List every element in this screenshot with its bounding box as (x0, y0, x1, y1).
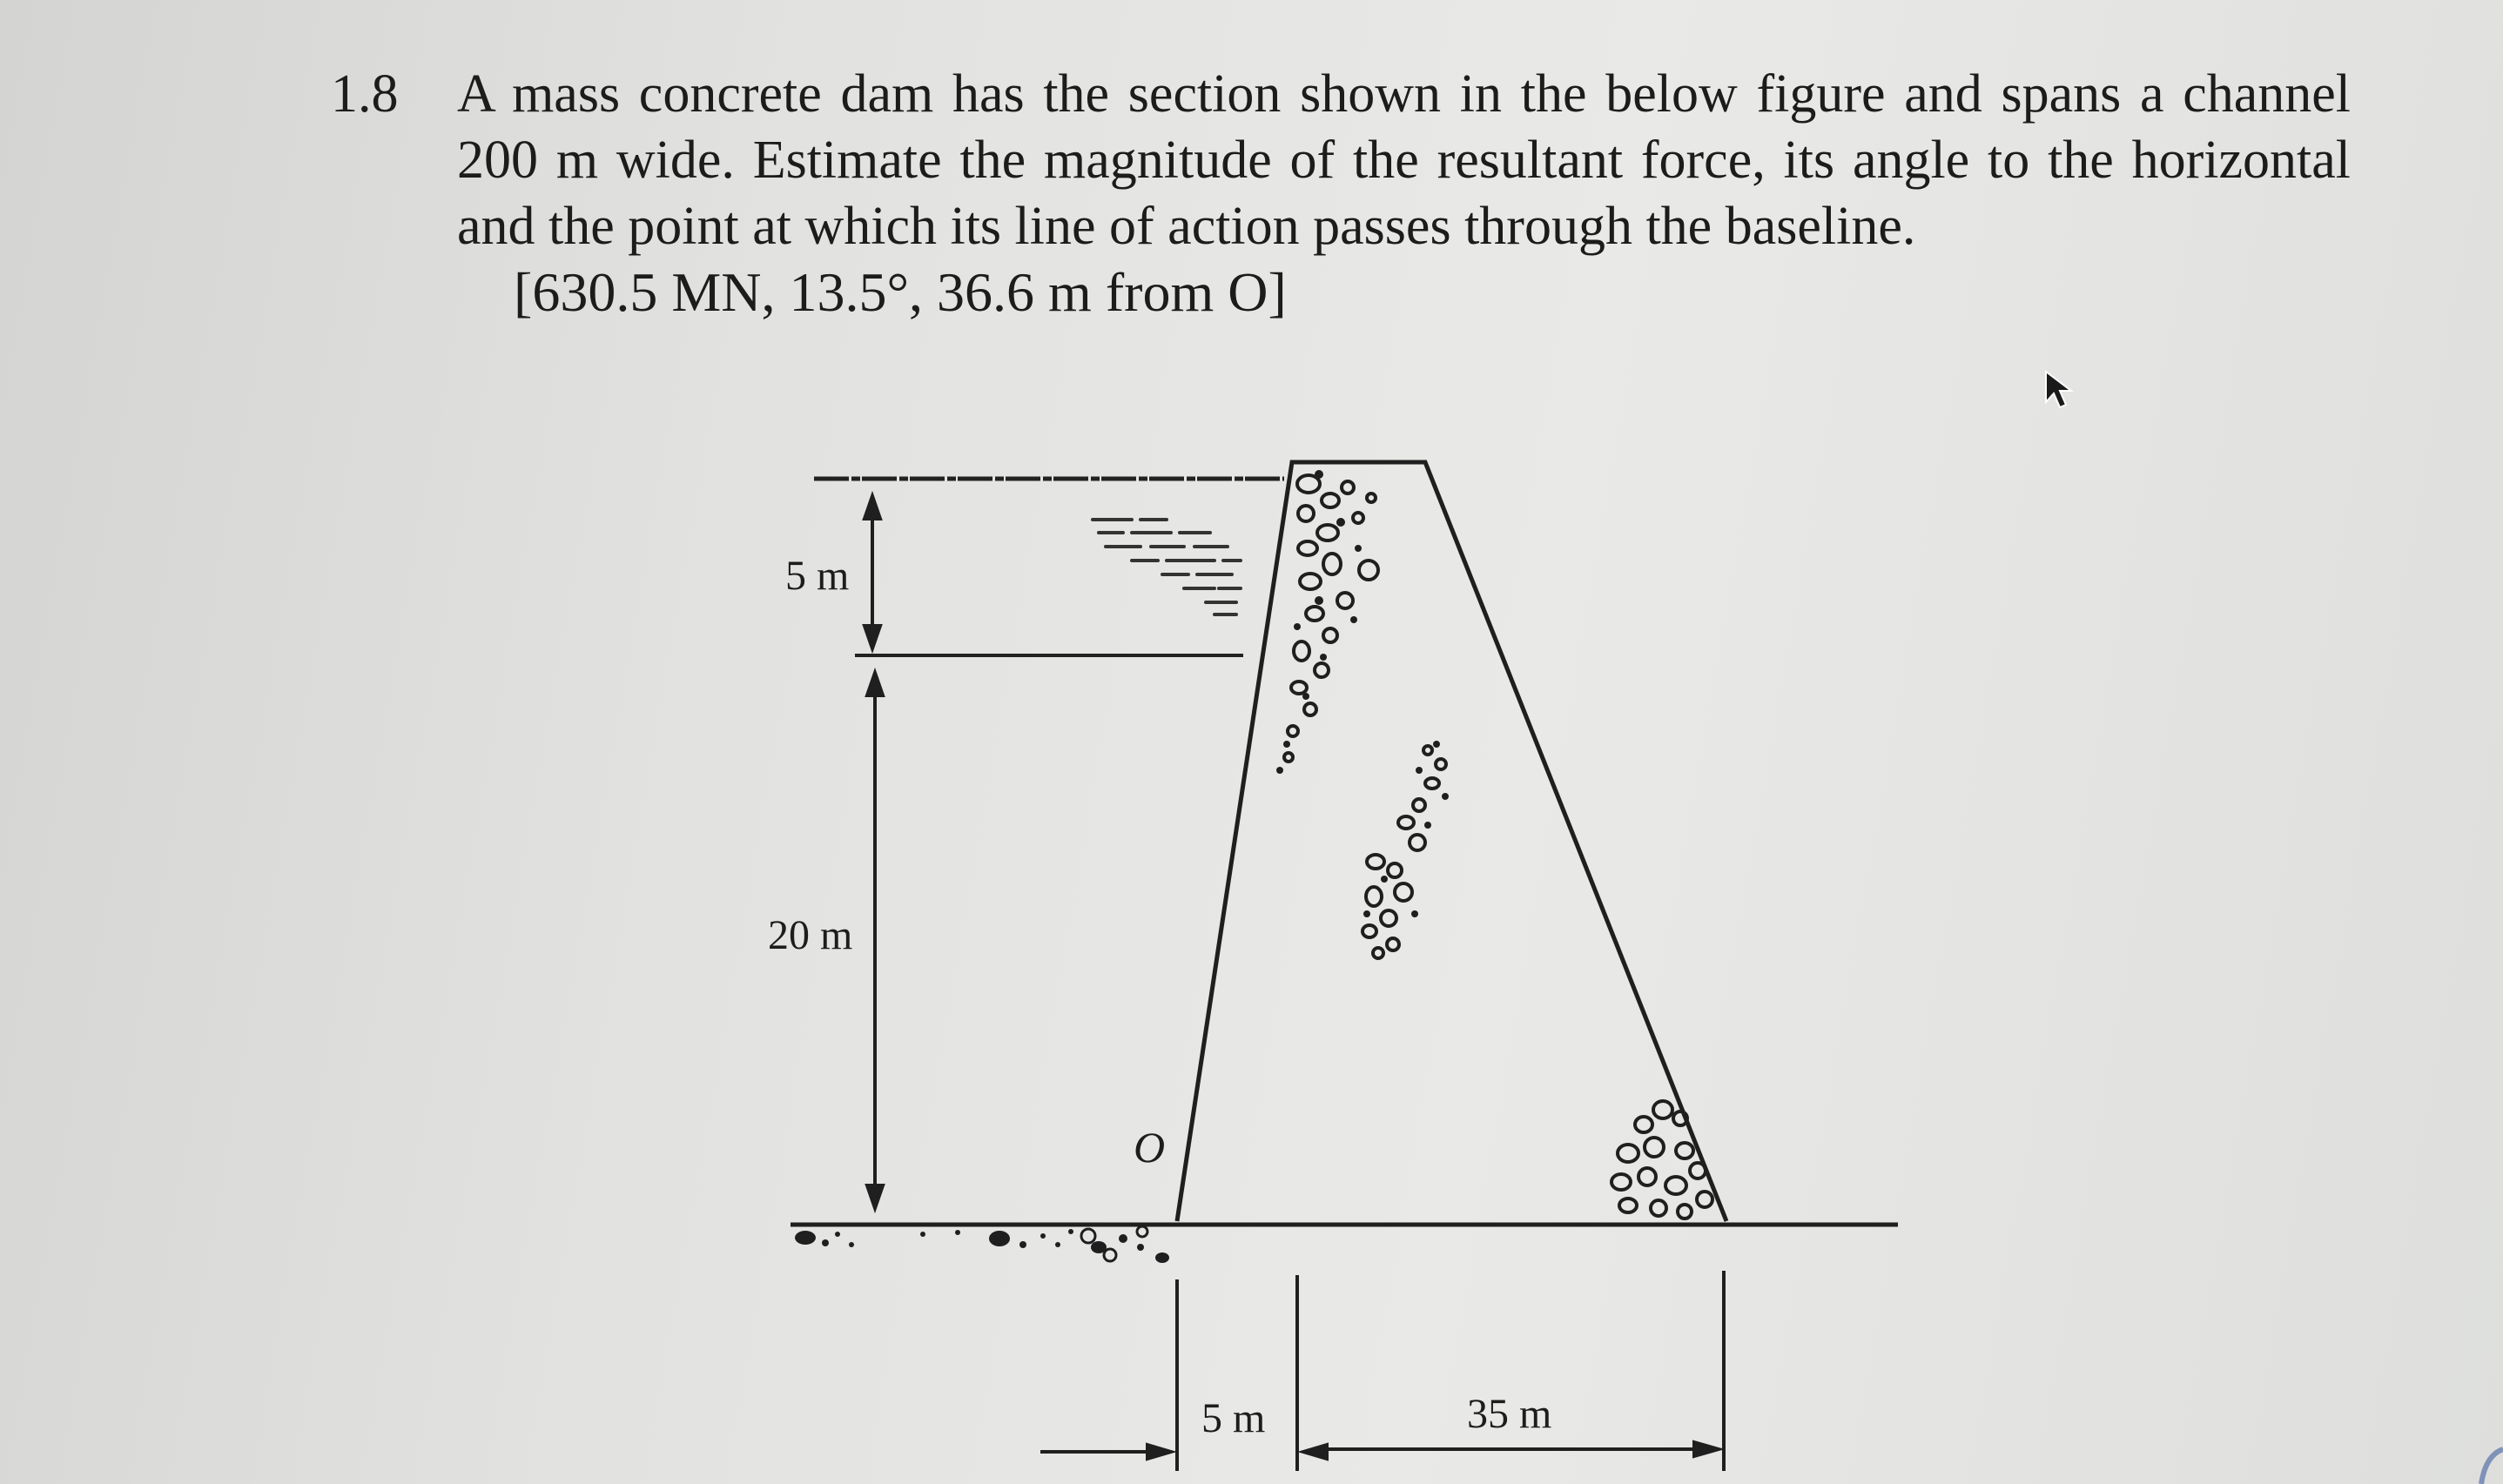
ground-texture-rings (1081, 1226, 1147, 1261)
problem-answer: [630.5 MN, 13.5°, 36.6 m from O] (514, 261, 1287, 323)
label-freeboard: 5 m (785, 553, 850, 599)
dim-toe-offset (1040, 1445, 1327, 1459)
label-water-depth: 20 m (768, 912, 853, 958)
dim-base-width (1319, 1442, 1719, 1456)
edge-partial-circle (2481, 1449, 2503, 1484)
concrete-aggregate-middle (1363, 746, 1446, 958)
mouse-pointer-icon (2046, 372, 2071, 407)
problem-text: A mass concrete dam has the section shown in the below figure and spans a channel 200 m wide. Estimate the magnitude of the resultant force, its angle to the horizontal and the point at which its line of action passes through the baseline. (457, 64, 2351, 256)
label-origin: O (1134, 1123, 1166, 1172)
label-toe-offset: 5 m (1201, 1395, 1266, 1441)
concrete-aggregate-toe (1611, 1101, 1712, 1219)
dim-water-depth (867, 673, 883, 1208)
problem-number: 1.8 (331, 64, 399, 124)
dim-freeboard (865, 496, 880, 648)
ground-texture (795, 1229, 1169, 1263)
dam-outline (1177, 462, 1726, 1221)
concrete-aggregate-upstream (1284, 475, 1378, 762)
water-hatching (1093, 520, 1241, 614)
label-base-width: 35 m (1467, 1391, 1552, 1437)
